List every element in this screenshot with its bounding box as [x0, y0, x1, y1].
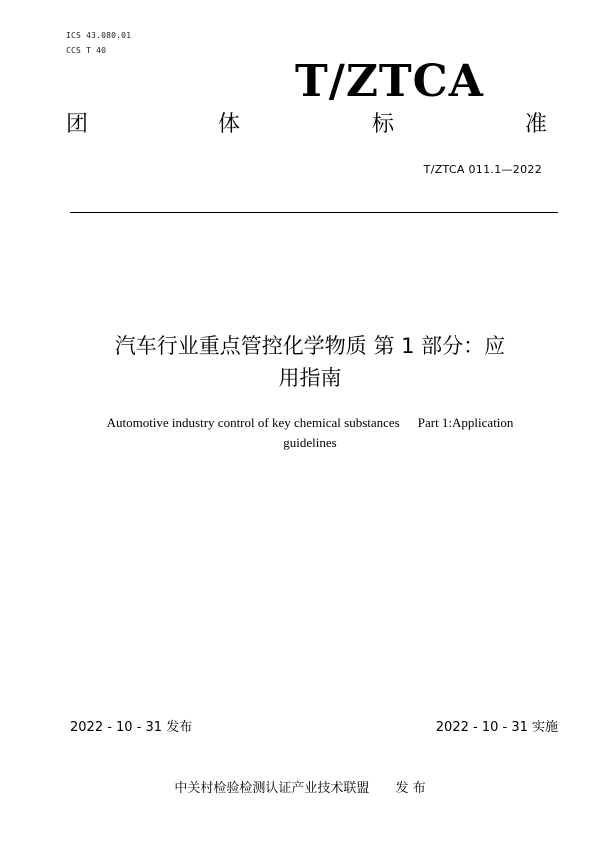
issuer-action: 发 布 [395, 781, 426, 796]
header-divider [70, 212, 558, 213]
title-chinese-line-2: 用指南 [278, 366, 342, 390]
ztca-logo: T/ZTCA [295, 56, 484, 107]
title-chinese-line-1: 汽车行业重点管控化学物质 第 1 部分：应 [114, 334, 506, 358]
title-chinese [60, 330, 560, 394]
ccs-code: CCS T 40 [66, 46, 107, 55]
title-english-line-2: guidelines [283, 435, 337, 450]
implementation-date: 2022 - 10 - 31 实施 [435, 720, 558, 735]
standard-kind-char-4: 准 [525, 112, 548, 137]
standard-kind-char-3: 标 [372, 112, 395, 137]
title-english-line-1 [60, 413, 560, 433]
title-english [60, 413, 560, 453]
title-english-part-a: Automotive industry control of key chemical substances [106, 415, 400, 430]
publish-date: 2022 - 10 - 31 发布 [70, 720, 193, 735]
standard-number: T/ZTCA 011.1—2022 [423, 163, 542, 176]
issuing-organization [0, 777, 600, 796]
title-english-part-b: Part 1:Application [417, 415, 514, 430]
issuer-name: 中关村检验检测认证产业技术联盟 [174, 781, 370, 796]
standard-kind-char-2: 体 [218, 112, 241, 137]
ics-code: ICS 43.080.01 [66, 31, 132, 40]
standard-kind-char-1: 团 [66, 112, 89, 137]
